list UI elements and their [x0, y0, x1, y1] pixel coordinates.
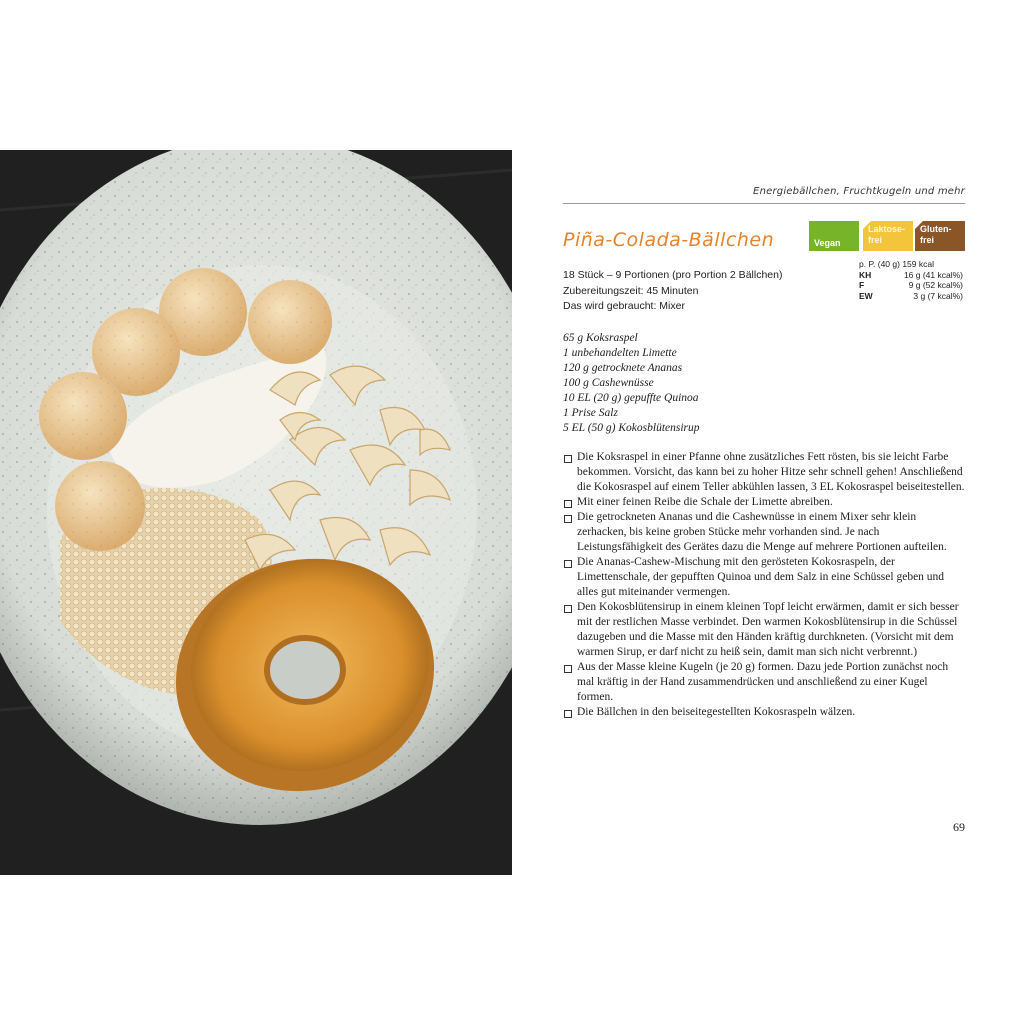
nutrition-info	[859, 259, 963, 301]
recipe-equipment: Das wird gebraucht: Mixer	[563, 300, 685, 312]
badge-lactose-free-label: Laktose- frei	[868, 224, 906, 245]
step-item: Die getrockneten Ananas und die Cashewnüsse in einem Mixer sehr klein zerhacken, bis keine groben Stücke mehr vorhanden sind. Je nach Leistungsfähigkeit des Gerätes dazu die Menge auf mehrere Portionen aufteilen.	[563, 510, 965, 555]
step-item: Aus der Masse kleine Kugeln (je 20 g) formen. Dazu jede Portion zunächst noch mal kräftig in der Hand zusammendrücken und anschließend zu einer Kugel formen.	[563, 660, 965, 705]
badge-vegan: Vegan	[809, 221, 859, 251]
step-item: Die Koksraspel in einer Pfanne ohne zusätzliches Fett rösten, bis sie leicht Farbe bekommen. Vorsicht, das kann bei zu hoher Hitze sehr schnell gehen! Anschließend die Kokosraspel auf einem Teller abkühlen lassen, 3 EL Kokosraspel beiseitestellen.	[563, 450, 965, 495]
ingredient-item: 1 Prise Salz	[563, 407, 618, 419]
step-list	[563, 450, 965, 720]
step-item: Mit einer feinen Reibe die Schale der Limette abreiben.	[563, 495, 965, 510]
ingredient-item: 65 g Koksraspel	[563, 332, 638, 344]
nutrition-label: KH	[859, 269, 872, 280]
step-item: Den Kokosblütensirup in einem kleinen Topf leicht erwärmen, damit er sich besser mit der restlichen Masse verbindet. Den warmen Kokosblütensirup in die Schüssel dazugeben und die Masse mit den Händen kräftig durchkneten. (Vorsicht mit dem warmen Sirup, er darf nicht zu heiß sein, damit man sich nicht verbrennt.)	[563, 600, 965, 660]
recipe-page	[563, 0, 965, 1024]
nutrition-label: F	[859, 280, 865, 290]
nutrition-per-portion: p. P. (40 g) 159 kcal	[859, 259, 934, 269]
step-item: Die Bällchen in den beiseitegestellten Kokosraspeln wälzen.	[563, 705, 965, 720]
section-header: Energiebällchen, Fruchtkugeln und mehr	[753, 186, 965, 197]
badge-lactose-free	[863, 221, 913, 251]
recipe-yield: 18 Stück – 9 Portionen (pro Portion 2 Bällchen)	[563, 269, 783, 281]
nutrition-row	[859, 280, 963, 291]
step-item: Die Ananas-Cashew-Mischung mit den gerösteten Kokosraspeln, der Limettenschale, der gepufften Quinoa und dem Salz in eine Schüssel geben und alles gut miteinander vermengen.	[563, 555, 965, 600]
nutrition-value: 3 g (7 kcal%)	[913, 290, 963, 301]
nutrition-row	[859, 270, 963, 281]
page-number: 69	[953, 820, 965, 834]
ingredient-item: 5 EL (50 g) Kokosblütensirup	[563, 422, 700, 434]
nutrition-value: 16 g (41 kcal%)	[903, 269, 963, 280]
recipe-prep-time: Zubereitungszeit: 45 Minuten	[563, 284, 699, 297]
food-photo	[0, 150, 512, 875]
ingredient-item: 1 unbehandelten Limette	[563, 347, 677, 359]
nutrition-value: 9 g (52 kcal%)	[908, 280, 963, 290]
nutrition-row	[859, 291, 963, 302]
ingredient-list	[563, 331, 863, 436]
recipe-meta	[563, 268, 843, 315]
ingredient-item: 120 g getrocknete Ananas	[563, 362, 683, 374]
ingredient-item: 100 g Cashewnüsse	[563, 377, 654, 389]
ingredient-item: 10 EL (20 g) gepuffte Quinoa	[563, 392, 699, 404]
nutrition-label: EW	[859, 290, 873, 301]
badge-gluten-free	[915, 221, 965, 251]
recipe-title: Piña-Colada-Bällchen	[563, 229, 775, 251]
food-photo-illustration	[0, 150, 512, 875]
badge-gluten-free-label: Gluten- frei	[920, 224, 952, 245]
